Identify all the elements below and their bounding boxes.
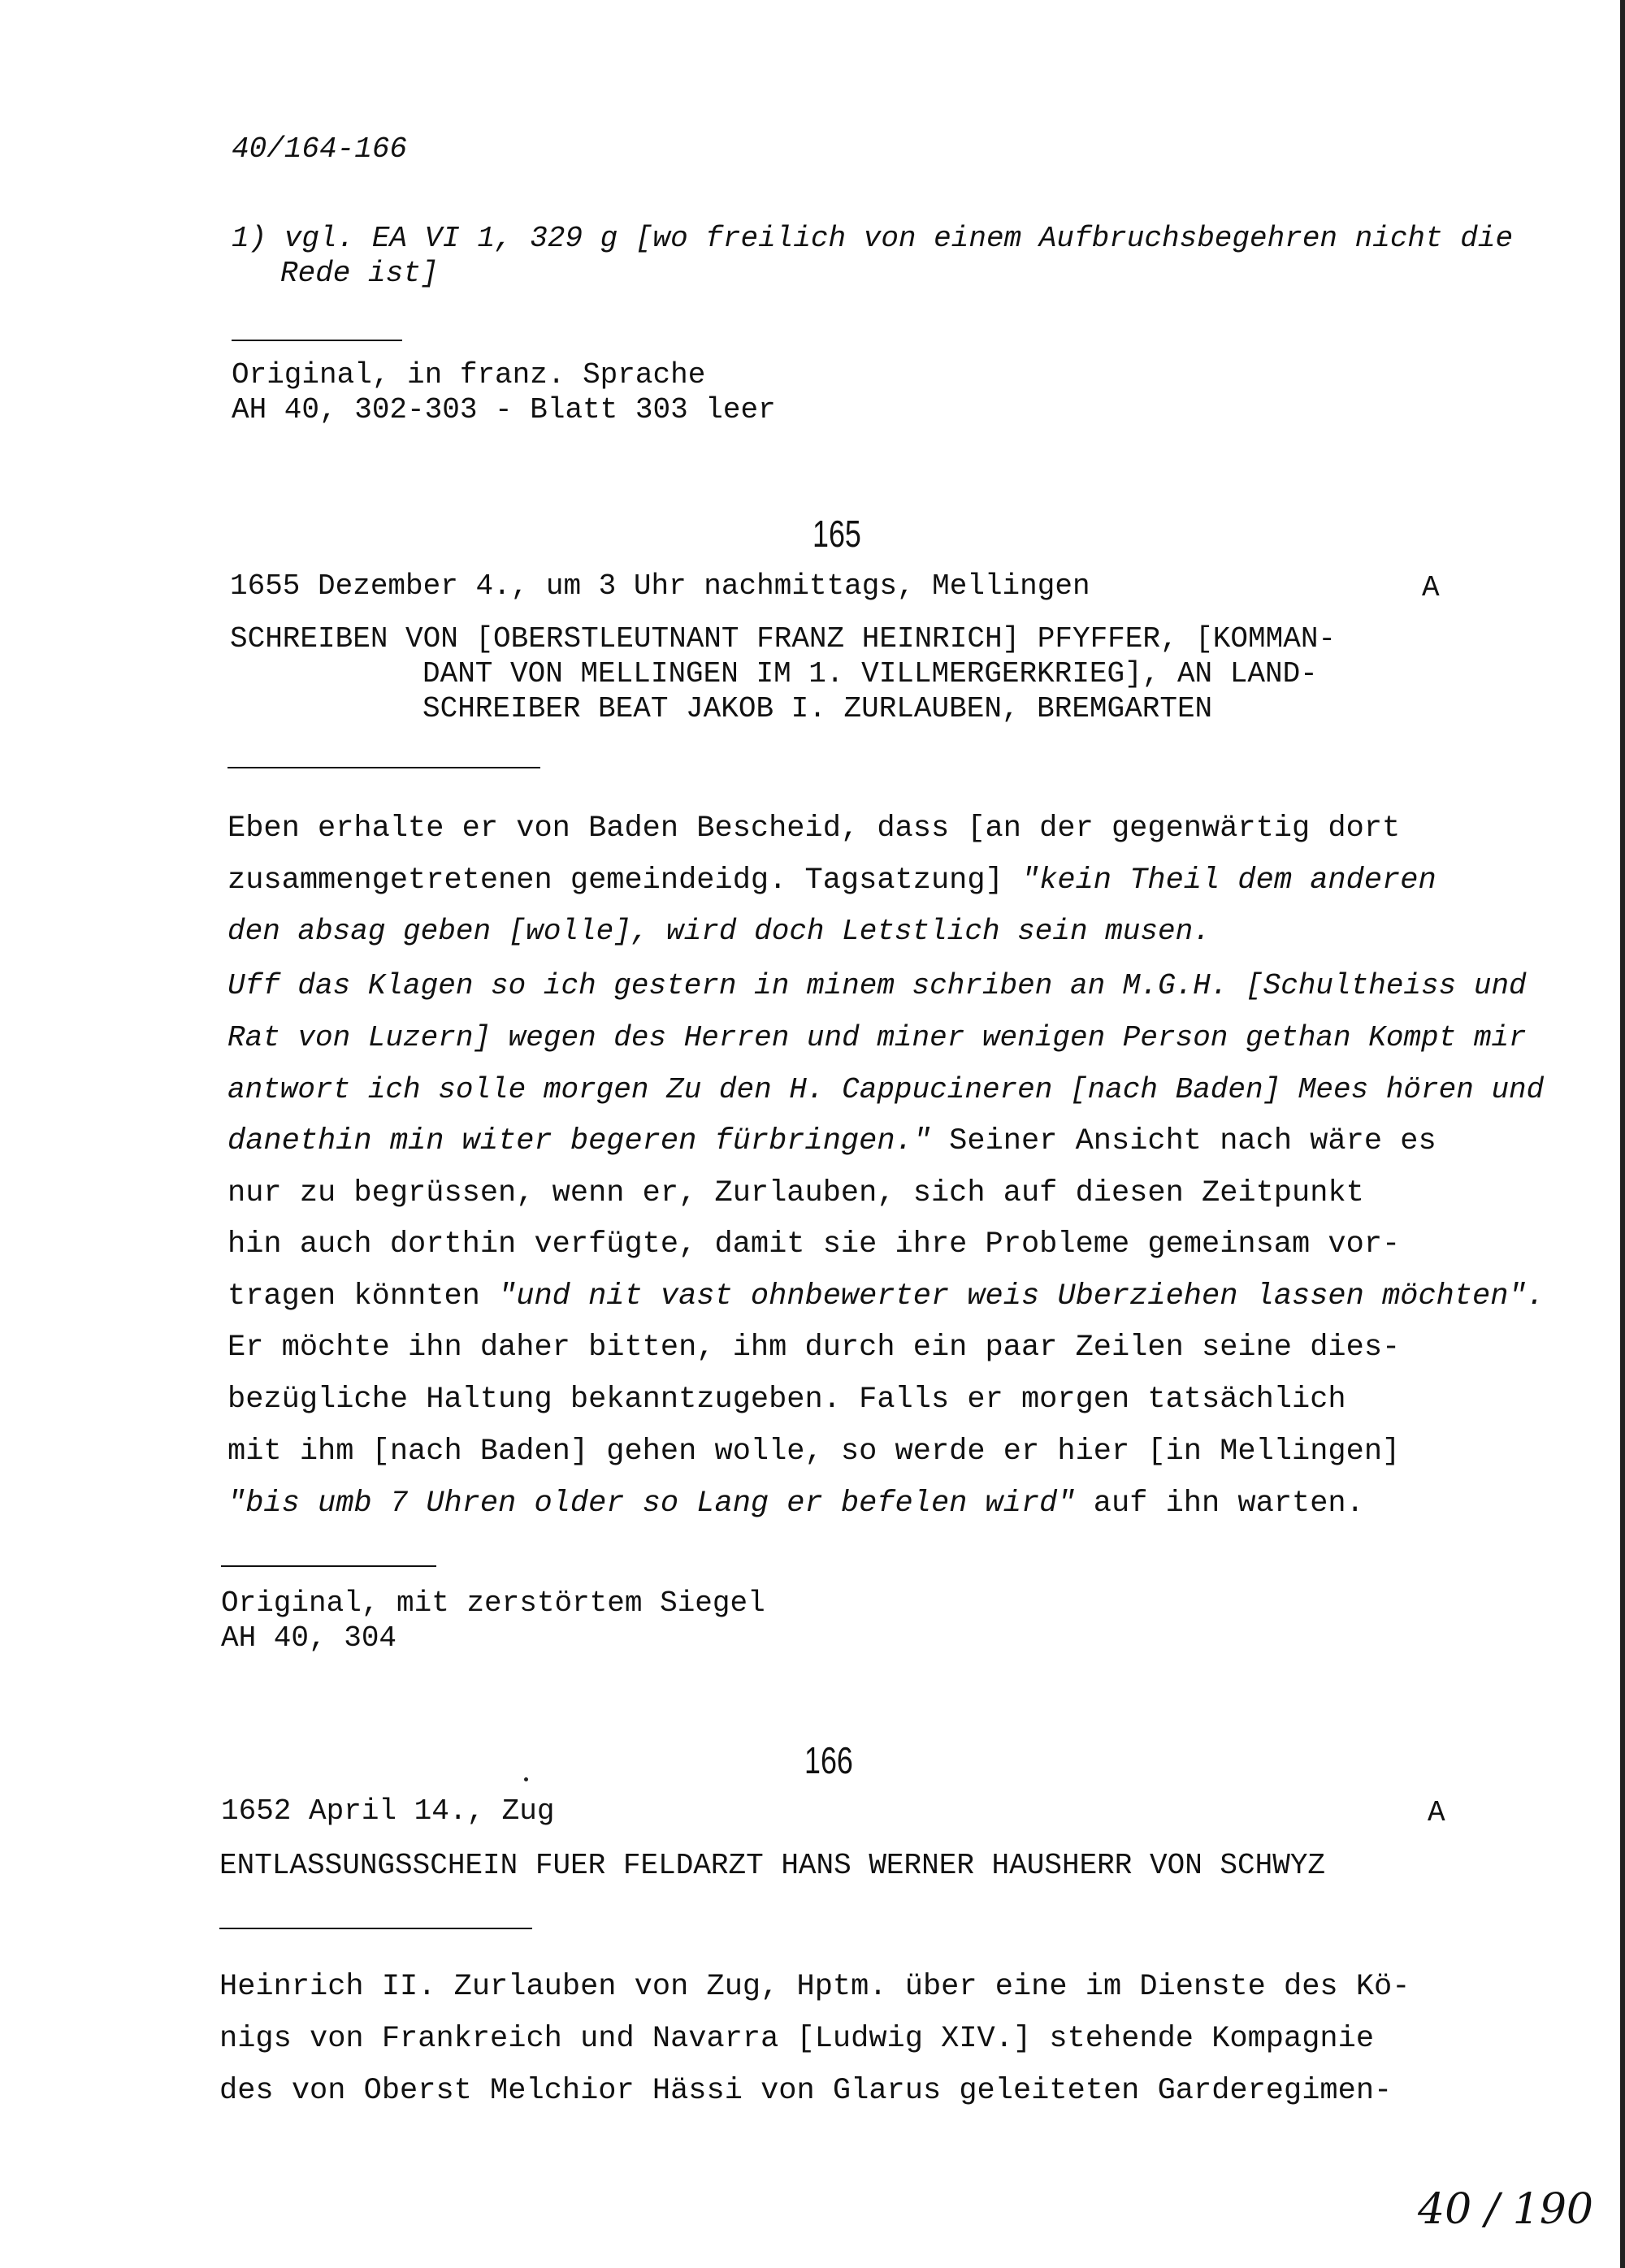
handwritten-folio-number: 40 / 190 bbox=[1418, 2185, 1593, 2234]
document-date: 1655 Dezember 4., um 3 Uhr nachmittags, Mellingen bbox=[230, 569, 1090, 603]
body-line: Er möchte ihn daher bitten, ihm durch ein paar Zeilen seine dies- bbox=[228, 1331, 1401, 1365]
quotation-line: Uff das Klagen so ich gestern in minem schriben an M.G.H. [Schultheiss und bbox=[228, 969, 1527, 1002]
body-line bbox=[228, 1279, 1545, 1314]
body-line: des von Oberst Melchior Hässi von Glarus geleiteten Garderegimen- bbox=[219, 2074, 1393, 2108]
quotation-text: "bis umb 7 Uhren older so Lang er befelen wird" bbox=[228, 1487, 1076, 1521]
document-mark: A bbox=[1428, 1796, 1445, 1829]
source-line-2: AH 40, 302-303 - Blatt 303 leer bbox=[232, 393, 776, 426]
quotation-text: danethin min witer begeren fürbringen." bbox=[228, 1124, 950, 1158]
separator-rule bbox=[228, 767, 540, 768]
body-line: nur zu begrüssen, wenn er, Zurlauben, sich auf diesen Zeitpunkt bbox=[228, 1176, 1364, 1210]
body-text: auf ihn warten. bbox=[1075, 1487, 1364, 1521]
body-line bbox=[228, 1486, 1364, 1521]
separator-rule bbox=[221, 1565, 436, 1567]
source-line-1: Original, mit zerstörtem Siegel bbox=[221, 1586, 765, 1620]
scan-speck bbox=[524, 1777, 528, 1781]
quotation-line: Rat von Luzern] wegen des Herren und miner wenigen Person gethan Kompt mir bbox=[228, 1021, 1527, 1054]
footnote-line-2: Rede ist] bbox=[280, 257, 439, 290]
body-line bbox=[228, 863, 1436, 898]
body-line: mit ihm [nach Baden] gehen wolle, so werde er hier [in Mellingen] bbox=[228, 1435, 1401, 1469]
body-line bbox=[228, 1123, 1436, 1159]
document-mark: A bbox=[1422, 571, 1440, 604]
body-line: nigs von Frankreich und Navarra [Ludwig XIV.] stehende Kompagnie bbox=[219, 2022, 1375, 2056]
body-text: zusammengetretenen gemeindeidg. Tagsatzung] bbox=[228, 863, 1021, 898]
body-line: Eben erhalte er von Baden Bescheid, dass [an der gegenwärtig dort bbox=[228, 812, 1401, 846]
document-title-line-1: SCHREIBEN VON [OBERSTLEUTNANT FRANZ HEINRICH] PFYFFER, [KOMMAN- bbox=[230, 622, 1337, 656]
document-number: 165 bbox=[812, 513, 861, 555]
body-text: tragen könnten bbox=[228, 1279, 499, 1314]
quotation-text: "und nit vast ohnbewerter weis Uberziehen lassen möchten". bbox=[498, 1279, 1545, 1314]
document-title-line-2: DANT VON MELLINGEN IM 1. VILLMERGERKRIEG], AN LAND- bbox=[422, 657, 1318, 690]
body-line: hin auch dorthin verfügte, damit sie ihre Probleme gemeinsam vor- bbox=[228, 1227, 1401, 1262]
body-line: bezügliche Haltung bekanntzugeben. Falls er morgen tatsächlich bbox=[228, 1383, 1346, 1417]
document-date: 1652 April 14., Zug bbox=[221, 1794, 555, 1828]
page-reference: 40/164-166 bbox=[232, 132, 408, 166]
quotation-line: antwort ich solle morgen Zu den H. Cappucineren [nach Baden] Mees hören und bbox=[228, 1073, 1545, 1106]
source-line-2: AH 40, 304 bbox=[221, 1621, 397, 1655]
separator-rule bbox=[232, 340, 402, 341]
quotation-text: "kein Theil dem anderen bbox=[1020, 863, 1436, 898]
document-number: 166 bbox=[804, 1739, 853, 1781]
body-line: Heinrich II. Zurlauben von Zug, Hptm. über eine im Dienste des Kö- bbox=[219, 1970, 1410, 2004]
body-text: Seiner Ansicht nach wäre es bbox=[949, 1124, 1436, 1158]
scan-edge bbox=[1620, 0, 1625, 2268]
quotation-line: den absag geben [wolle], wird doch Letstlich sein musen. bbox=[228, 915, 1211, 948]
source-line-1: Original, in franz. Sprache bbox=[232, 358, 706, 392]
separator-rule bbox=[219, 1928, 532, 1929]
document-title-line-3: SCHREIBER BEAT JAKOB I. ZURLAUBEN, BREMGARTEN bbox=[422, 692, 1213, 725]
footnote-line-1: 1) vgl. EA VI 1, 329 g [wo freilich von einem Aufbruchsbegehren nicht die bbox=[232, 222, 1514, 255]
document-title: ENTLASSUNGSSCHEIN FUER FELDARZT HANS WERNER HAUSHERR VON SCHWYZ bbox=[219, 1849, 1326, 1882]
